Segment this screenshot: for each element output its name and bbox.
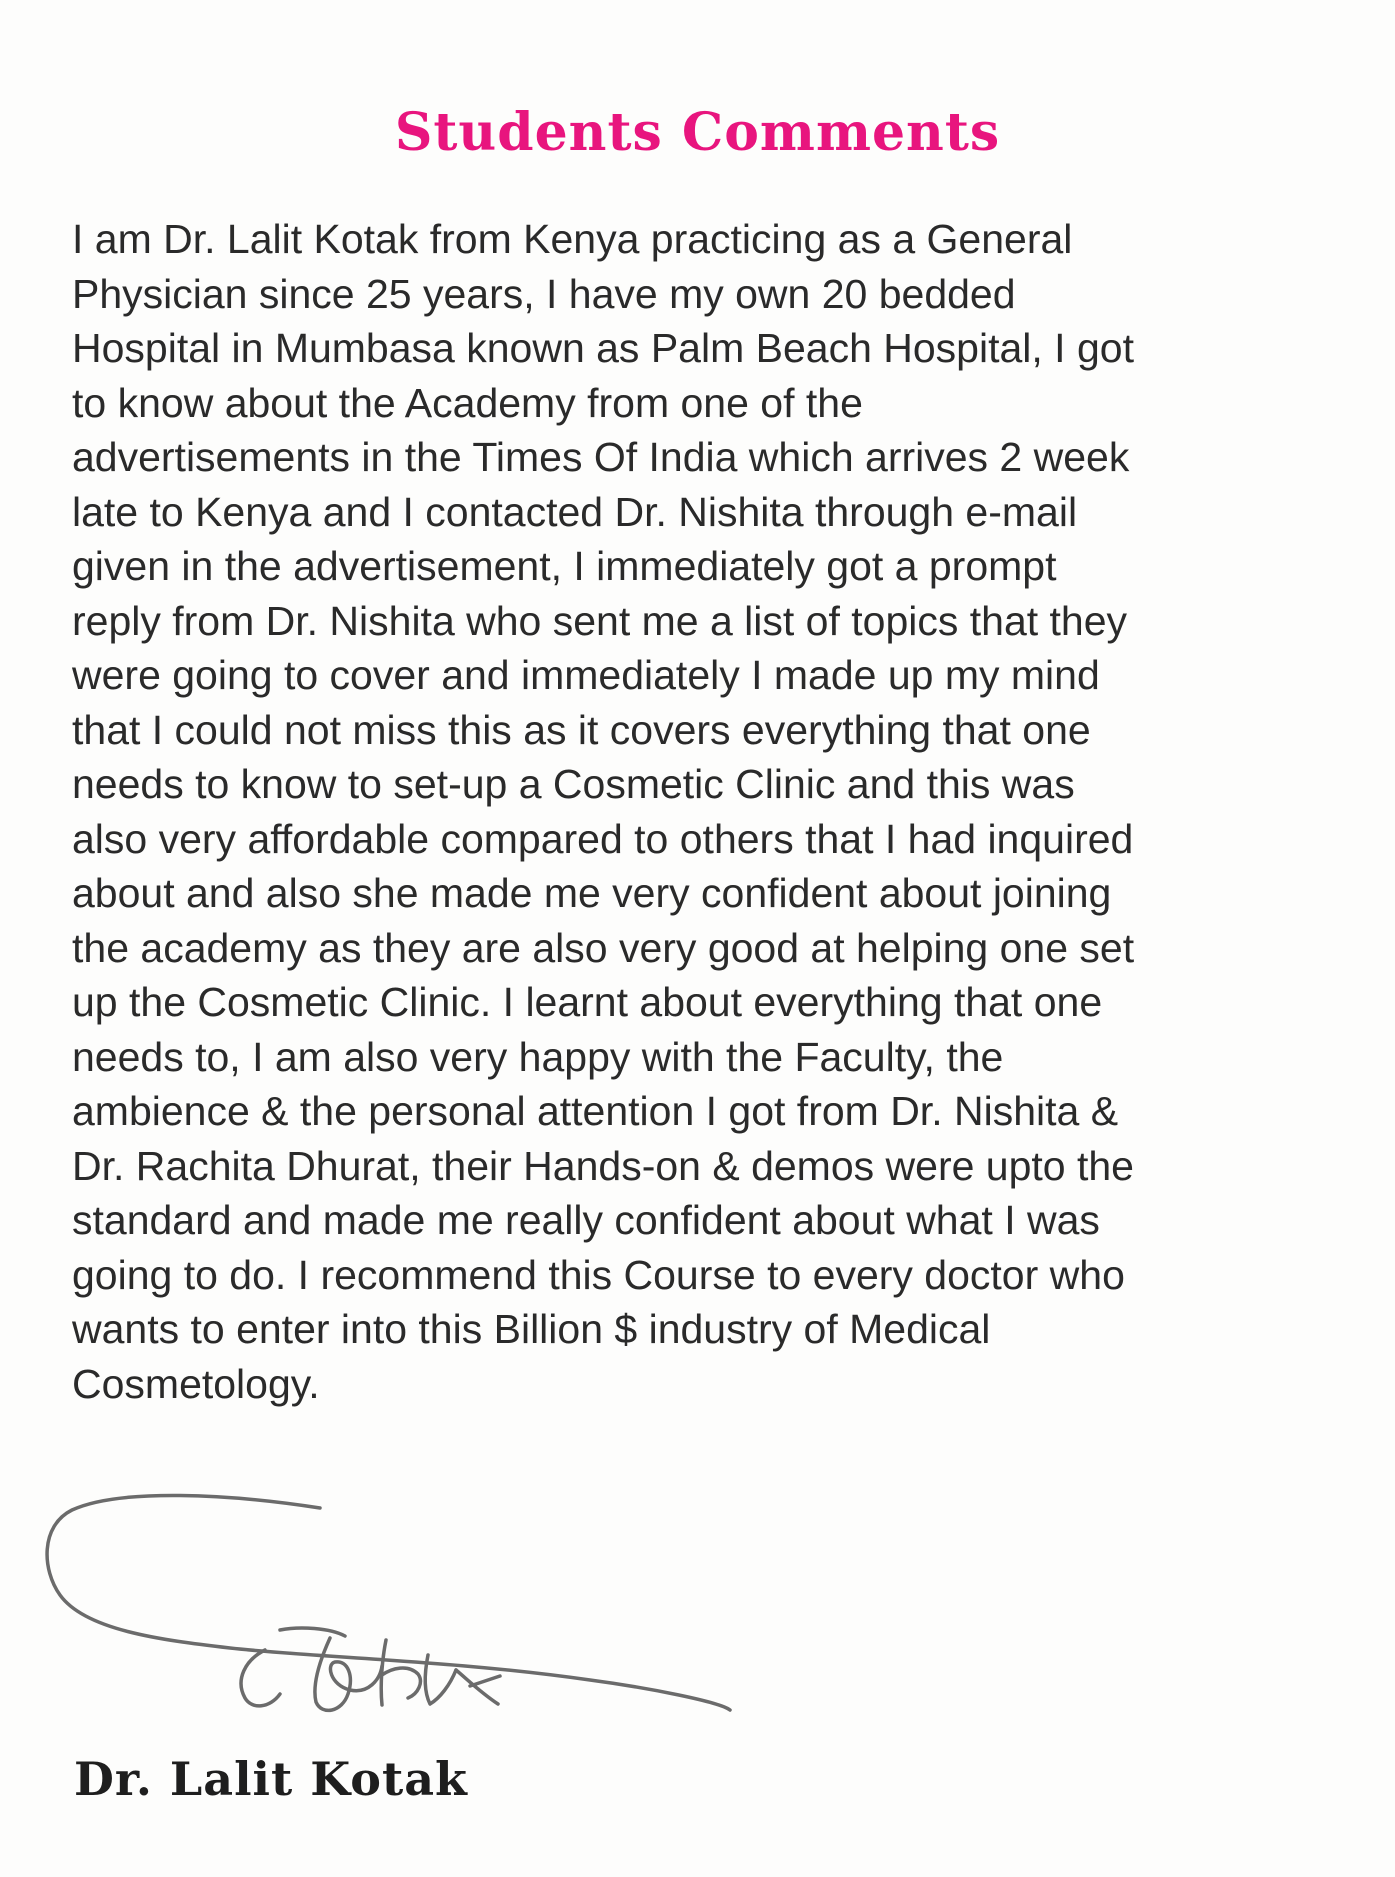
testimonial-body xyxy=(72,212,1302,1411)
body-line: I am Dr. Lalit Kotak from Kenya practicing as a General xyxy=(72,216,1073,262)
body-line: advertisements in the Times Of India which arrives 2 week xyxy=(72,434,1130,480)
body-line: reply from Dr. Nishita who sent me a list of topics that they xyxy=(72,597,1128,644)
body-line: were going to cover and immediately I made up my mind xyxy=(72,652,1100,698)
handwritten-signature xyxy=(30,1480,750,1740)
body-line: given in the advertisement, I immediately got a prompt xyxy=(72,543,1057,589)
body-line: Physician since 25 years, I have my own 20 bedded xyxy=(72,270,1016,317)
body-line: needs to, I am also very happy with the Faculty, the xyxy=(72,1033,1004,1080)
body-line: wants to enter into this Billion $ industry of Medical xyxy=(72,1306,991,1352)
body-line: up the Cosmetic Clinic. I learnt about everything that one xyxy=(72,979,1103,1025)
page-title: Students Comments xyxy=(394,102,1001,163)
signer-name: Dr. Lalit Kotak xyxy=(74,1752,468,1806)
body-line: going to do. I recommend this Course to every doctor who xyxy=(72,1251,1125,1298)
body-line: also very affordable compared to others that I had inquired xyxy=(72,815,1134,862)
body-line: late to Kenya and I contacted Dr. Nishita through e-mail xyxy=(72,488,1078,535)
body-line: to know about the Academy from one of the xyxy=(72,379,863,426)
body-line: Dr. Rachita Dhurat, their Hands-on & demos were upto the xyxy=(72,1142,1134,1189)
body-line: Cosmetology. xyxy=(72,1360,320,1407)
body-line: that I could not miss this as it covers everything that one xyxy=(72,706,1091,753)
body-line: ambience & the personal attention I got from Dr. Nishita & xyxy=(72,1088,1119,1134)
body-line: needs to know to set-up a Cosmetic Clinic and this was xyxy=(72,761,1075,807)
body-line: standard and made me really confident about what I was xyxy=(72,1197,1100,1243)
body-line: Hospital in Mumbasa known as Palm Beach Hospital, I got xyxy=(72,325,1134,371)
body-line: the academy as they are also very good at helping one set xyxy=(72,924,1135,971)
body-line: about and also she made me very confident about joining xyxy=(72,870,1112,916)
